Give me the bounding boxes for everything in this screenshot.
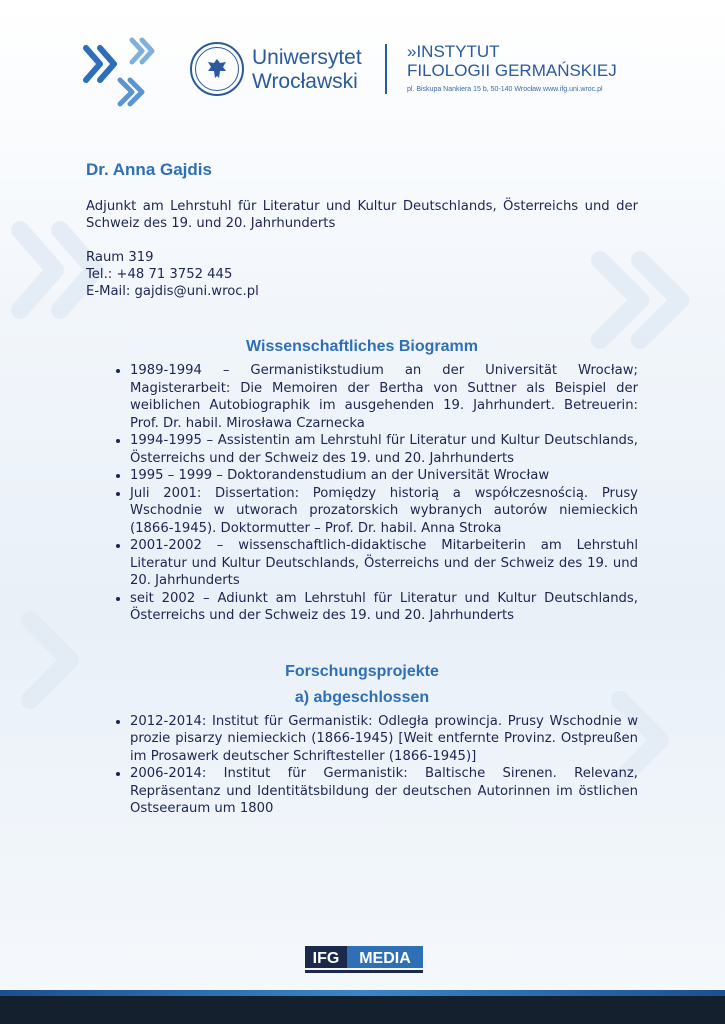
logo-chevrons-icon <box>80 34 160 112</box>
biography-title: Wissenschaftliches Biogramm <box>246 338 478 355</box>
institute-name <box>407 42 617 95</box>
eagle-icon <box>204 56 230 82</box>
project-item: • 2006-2014: Institut für Germanistik: Baltische Sirenen. Relevanz, Repräsentanz und Identitätsbildung der deutschen Autorinnen im östlichen Ostseeraum um 1800 <box>130 765 638 818</box>
biography-list <box>86 362 638 625</box>
projects-list <box>86 713 638 818</box>
letterhead <box>0 0 725 130</box>
university-name <box>252 46 362 94</box>
document-body <box>86 160 638 818</box>
biography-item: • 2001-2002 – wissenschaftlich-didaktische Mitarbeiterin am Lehrstuhl Literatur und Kultur Deutschlands, Österreichs und der Schweiz des 19. und 20. Jahrhunderts <box>130 537 638 590</box>
header-divider <box>385 44 387 94</box>
footer-stripe <box>0 990 725 996</box>
institute-name-line1: »INSTYTUT <box>407 42 500 61</box>
biography-item: • 1994-1995 – Assistentin am Lehrstuhl für Literatur und Kultur Deutschlands, Österreichs und der Schweiz des 19. und 20. Jahrhunderts <box>130 432 638 467</box>
biography-item: • 1989-1994 – Germanistikstudium an der Universität Wrocław; Magisterarbeit: Die Memoiren der Bertha von Suttner als Beispiel der weiblichen Autobiographik im ausgehenden 19. Jahrhundert. Betreuerin: Prof. Dr. habil. Mirosława Czarnecka <box>130 362 638 432</box>
person-name: Dr. Anna Gajdis <box>86 160 212 179</box>
person-room: Raum 319 <box>86 250 154 265</box>
biography-item: • Juli 2001: Dissertation: Pomiędzy historią a współczesnością. Prusy Wschodnie w utworach prozatorskich wybranych autorów niemieckich (1866-1945). Doktormutter – Prof. Dr. habil. Anna Stroka <box>130 485 638 538</box>
person-phone: Tel.: +48 71 3752 445 <box>86 267 233 282</box>
logo-text-ifg: IFG <box>312 950 340 967</box>
ifg-media-logo <box>305 946 423 974</box>
institute-address: pl. Biskupa Nankiera 15 b, 50-140 Wrocław www.ifg.uni.wroc.pl <box>407 86 603 93</box>
person-email: E-Mail: gajdis@uni.wroc.pl <box>86 284 259 299</box>
university-name-line1: Uniwersytet <box>252 46 362 69</box>
biography-item: • 1995 – 1999 – Doktorandenstudium an der Universität Wrocław <box>130 467 638 485</box>
logo-text-media: MEDIA <box>359 950 411 967</box>
project-item: • 2012-2014: Institut für Germanistik: Odległa prowincja. Prusy Wschodnie w prozie pisarzy niemieckich (1866-1945) [Weit entfernte Provinz. Ostpreußen im Prosawerk deutscher Schriftesteller (1866-1945)] <box>130 713 638 766</box>
projects-title: Forschungsprojekte <box>285 662 439 680</box>
person-position: Adjunkt am Lehrstuhl für Literatur und Kultur Deutschlands, Österreichs und der Schweiz des 19. und 20. Jahrhunderts <box>86 199 638 231</box>
projects-subtitle: a) abgeschlossen <box>294 688 430 706</box>
institute-name-line2: FILOLOGII GERMAŃSKIEJ <box>407 61 617 80</box>
university-name-line2: Wrocławski <box>252 70 358 93</box>
university-seal-icon <box>190 42 244 96</box>
biography-item: • seit 2002 – Adiunkt am Lehrstuhl für Literatur und Kultur Deutschlands, Österreichs und der Schweiz des 19. und 20. Jahrhunderts <box>130 590 638 625</box>
